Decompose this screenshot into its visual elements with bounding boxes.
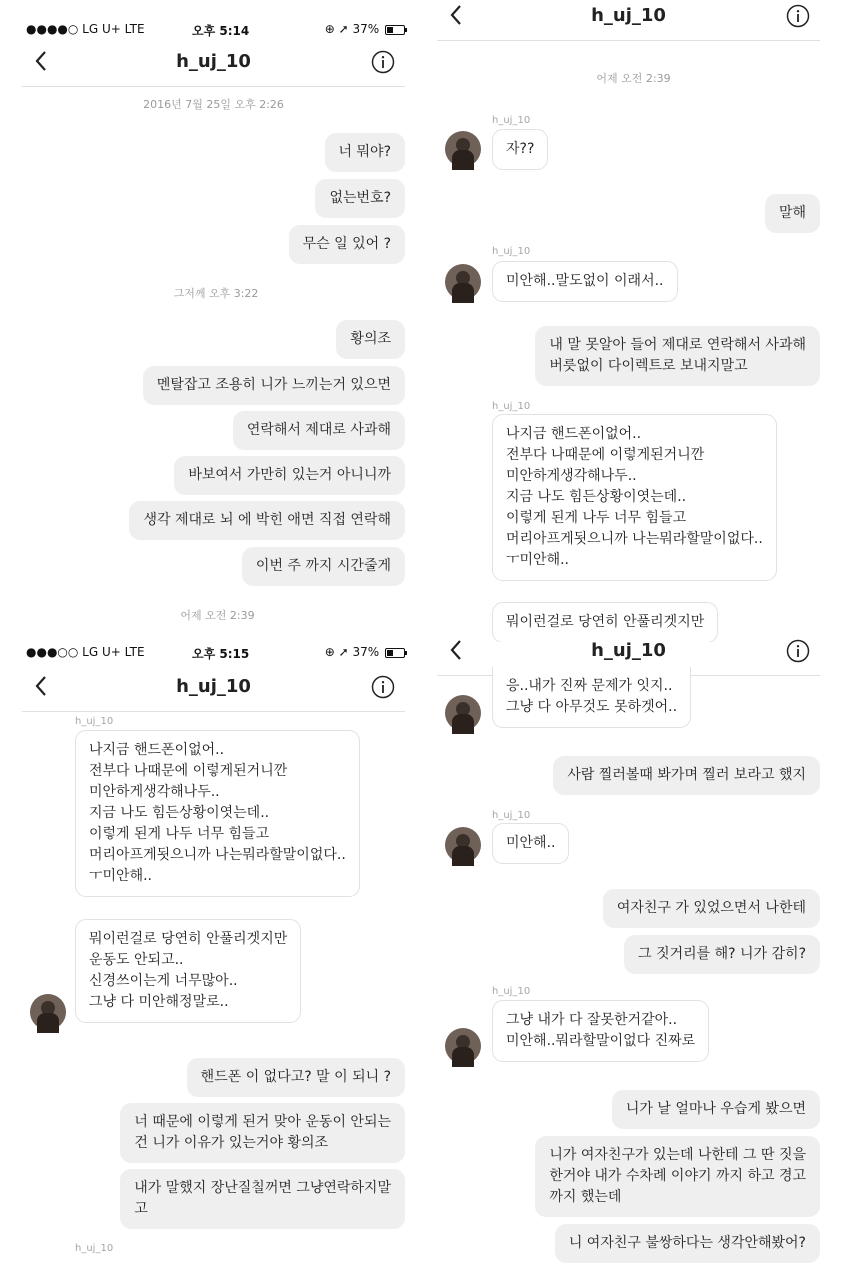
status-icons-text: ⊕ ➚ 37% bbox=[324, 22, 380, 36]
status-icons bbox=[325, 645, 405, 659]
sender-avatar[interactable] bbox=[445, 264, 481, 300]
info-icon[interactable] bbox=[371, 50, 395, 78]
sender-avatar[interactable] bbox=[445, 1028, 481, 1064]
conversation-title: h_uj_10 bbox=[591, 5, 666, 26]
info-icon[interactable] bbox=[786, 4, 810, 32]
conversation-title: h_uj_10 bbox=[176, 51, 251, 72]
outgoing-message[interactable]: 너 때문에 이렇게 된거 맞아 운동이 안되는 건 니가 이유가 있는거야 황의조 bbox=[120, 1103, 405, 1163]
sender-avatar[interactable] bbox=[445, 131, 481, 167]
sender-username: h_uj_10 bbox=[492, 246, 531, 257]
sender-username: h_uj_10 bbox=[492, 986, 531, 997]
incoming-message[interactable]: 나지금 핸드폰이없어.. 전부다 나때문에 이렇게된거니깐 미안하게생각해나두.. 지금 나도 힘든상황이엿는데.. 이렇게 된게 나두 너무 힘들고 머리아프게됫으니까 나는뭐라할말이없다.. ㅜ미안해.. bbox=[75, 730, 360, 897]
carrier-text: ●●●○○ LG U+ LTE bbox=[26, 645, 145, 659]
status-bar bbox=[22, 22, 405, 38]
screenshot-panel-4 bbox=[437, 640, 820, 1251]
incoming-message[interactable]: 그냥 내가 다 잘못한거같아.. 미안해..뭐라할말이없다 진짜로 bbox=[492, 1000, 709, 1062]
screenshot-panel-3 bbox=[22, 645, 405, 1254]
incoming-message[interactable]: 미안해.. bbox=[492, 823, 569, 864]
screenshot-panel-1 bbox=[22, 22, 405, 627]
nav-bar bbox=[22, 38, 405, 87]
outgoing-message[interactable]: 니가 날 얼마나 우습게 봤으면 bbox=[612, 1090, 820, 1129]
conversation-title: h_uj_10 bbox=[176, 676, 251, 697]
status-icons bbox=[325, 22, 405, 36]
outgoing-message[interactable]: 니 여자친구 불쌍하다는 생각안해봤어? bbox=[555, 1224, 820, 1263]
battery-fill bbox=[387, 650, 393, 656]
nav-bar bbox=[437, 0, 820, 41]
status-time: 오후 5:14 bbox=[192, 24, 250, 38]
sender-username: h_uj_10 bbox=[492, 401, 531, 412]
sender-avatar[interactable] bbox=[30, 994, 66, 1030]
battery-fill bbox=[387, 27, 393, 33]
sender-username: h_uj_10 bbox=[492, 115, 531, 126]
outgoing-message[interactable]: 연락해서 제대로 사과해 bbox=[233, 411, 405, 450]
outgoing-message[interactable]: 생각 제대로 뇌 에 박힌 애면 직접 연락해 bbox=[129, 501, 405, 540]
incoming-message[interactable]: 뭐이런걸로 당연히 안풀리겟지만 운동도 안되고.. 신경쓰이는게 너무많아.. 그냥 다 미안해정말로.. bbox=[75, 919, 301, 1023]
outgoing-message[interactable]: 없는번호? bbox=[315, 179, 405, 218]
incoming-message[interactable]: 뭐이런걸로 당연히 안풀리겟지만 bbox=[492, 602, 718, 643]
outgoing-message[interactable]: 그 짓거리를 해? 니가 감히? bbox=[624, 935, 820, 974]
outgoing-message[interactable]: 내 말 못알아 들어 제대로 연락해서 사과해 버릇없이 다이렉트로 보내지말고 bbox=[535, 326, 820, 386]
nav-bar bbox=[22, 663, 405, 712]
incoming-message[interactable]: 미안해..말도없이 이래서.. bbox=[492, 261, 678, 302]
outgoing-message[interactable]: 너 뭐야? bbox=[325, 133, 405, 172]
sender-avatar[interactable] bbox=[445, 695, 481, 731]
sender-username: h_uj_10 bbox=[75, 716, 114, 727]
screenshot-panel-2 bbox=[437, 5, 820, 630]
incoming-message[interactable]: 나지금 핸드폰이없어.. 전부다 나때문에 이렇게된거니깐 미안하게생각해나두.. 지금 나도 힘든상황이엿는데.. 이렇게 된게 나두 너무 힘들고 머리아프게됫으니까 나는뭐라할말이없다.. ㅜ미안해.. bbox=[492, 414, 777, 581]
info-icon[interactable] bbox=[786, 639, 810, 667]
incoming-message[interactable]: 응..내가 진짜 문제가 잇지.. 그냥 다 아무것도 못하겟어.. bbox=[492, 667, 691, 728]
outgoing-message[interactable]: 멘탈잡고 조용히 니가 느끼는거 있으면 bbox=[143, 366, 405, 405]
outgoing-message[interactable]: 내가 말했지 장난질칠꺼면 그냥연락하지말 고 bbox=[120, 1169, 405, 1229]
sender-avatar[interactable] bbox=[445, 827, 481, 863]
outgoing-message[interactable]: 말해 bbox=[765, 194, 820, 233]
status-icons-text: ⊕ ➚ 37% bbox=[324, 645, 380, 659]
info-icon[interactable] bbox=[371, 675, 395, 703]
status-time: 오후 5:15 bbox=[192, 647, 250, 661]
outgoing-message[interactable]: 황의조 bbox=[336, 320, 405, 359]
outgoing-message[interactable]: 이번 주 까지 시간줄게 bbox=[242, 547, 405, 586]
timestamp: 어제 오전 2:39 bbox=[180, 609, 255, 622]
outgoing-message[interactable]: 사람 찔러볼때 봐가며 찔러 보라고 했지 bbox=[553, 756, 820, 795]
timestamp: 어제 오전 2:39 bbox=[596, 72, 671, 85]
battery-icon bbox=[385, 648, 405, 658]
timestamp: 그저께 오후 3:22 bbox=[173, 287, 259, 300]
outgoing-message[interactable]: 바보여서 가만히 있는거 아니니까 bbox=[174, 456, 405, 495]
outgoing-message[interactable]: 무슨 일 있어 ? bbox=[289, 225, 405, 264]
outgoing-message[interactable]: 여자친구 가 있었으면서 나한테 bbox=[603, 889, 820, 928]
battery-icon bbox=[385, 25, 405, 35]
status-bar bbox=[22, 645, 405, 661]
sender-username: h_uj_10 bbox=[492, 810, 531, 821]
timestamp: 2016년 7월 25일 오후 2:26 bbox=[143, 98, 284, 111]
outgoing-message[interactable]: 핸드폰 이 없다고? 말 이 되니 ? bbox=[187, 1058, 405, 1097]
incoming-message[interactable]: 자?? bbox=[492, 129, 548, 170]
conversation-title: h_uj_10 bbox=[591, 640, 666, 661]
sender-username: h_uj_10 bbox=[75, 1243, 114, 1254]
carrier-text: ●●●●○ LG U+ LTE bbox=[26, 22, 145, 36]
outgoing-message[interactable]: 니가 여자친구가 있는데 나한테 그 딴 짓을 한거야 내가 수차례 이야기 까지 하고 경고 까지 했는데 bbox=[535, 1136, 820, 1217]
